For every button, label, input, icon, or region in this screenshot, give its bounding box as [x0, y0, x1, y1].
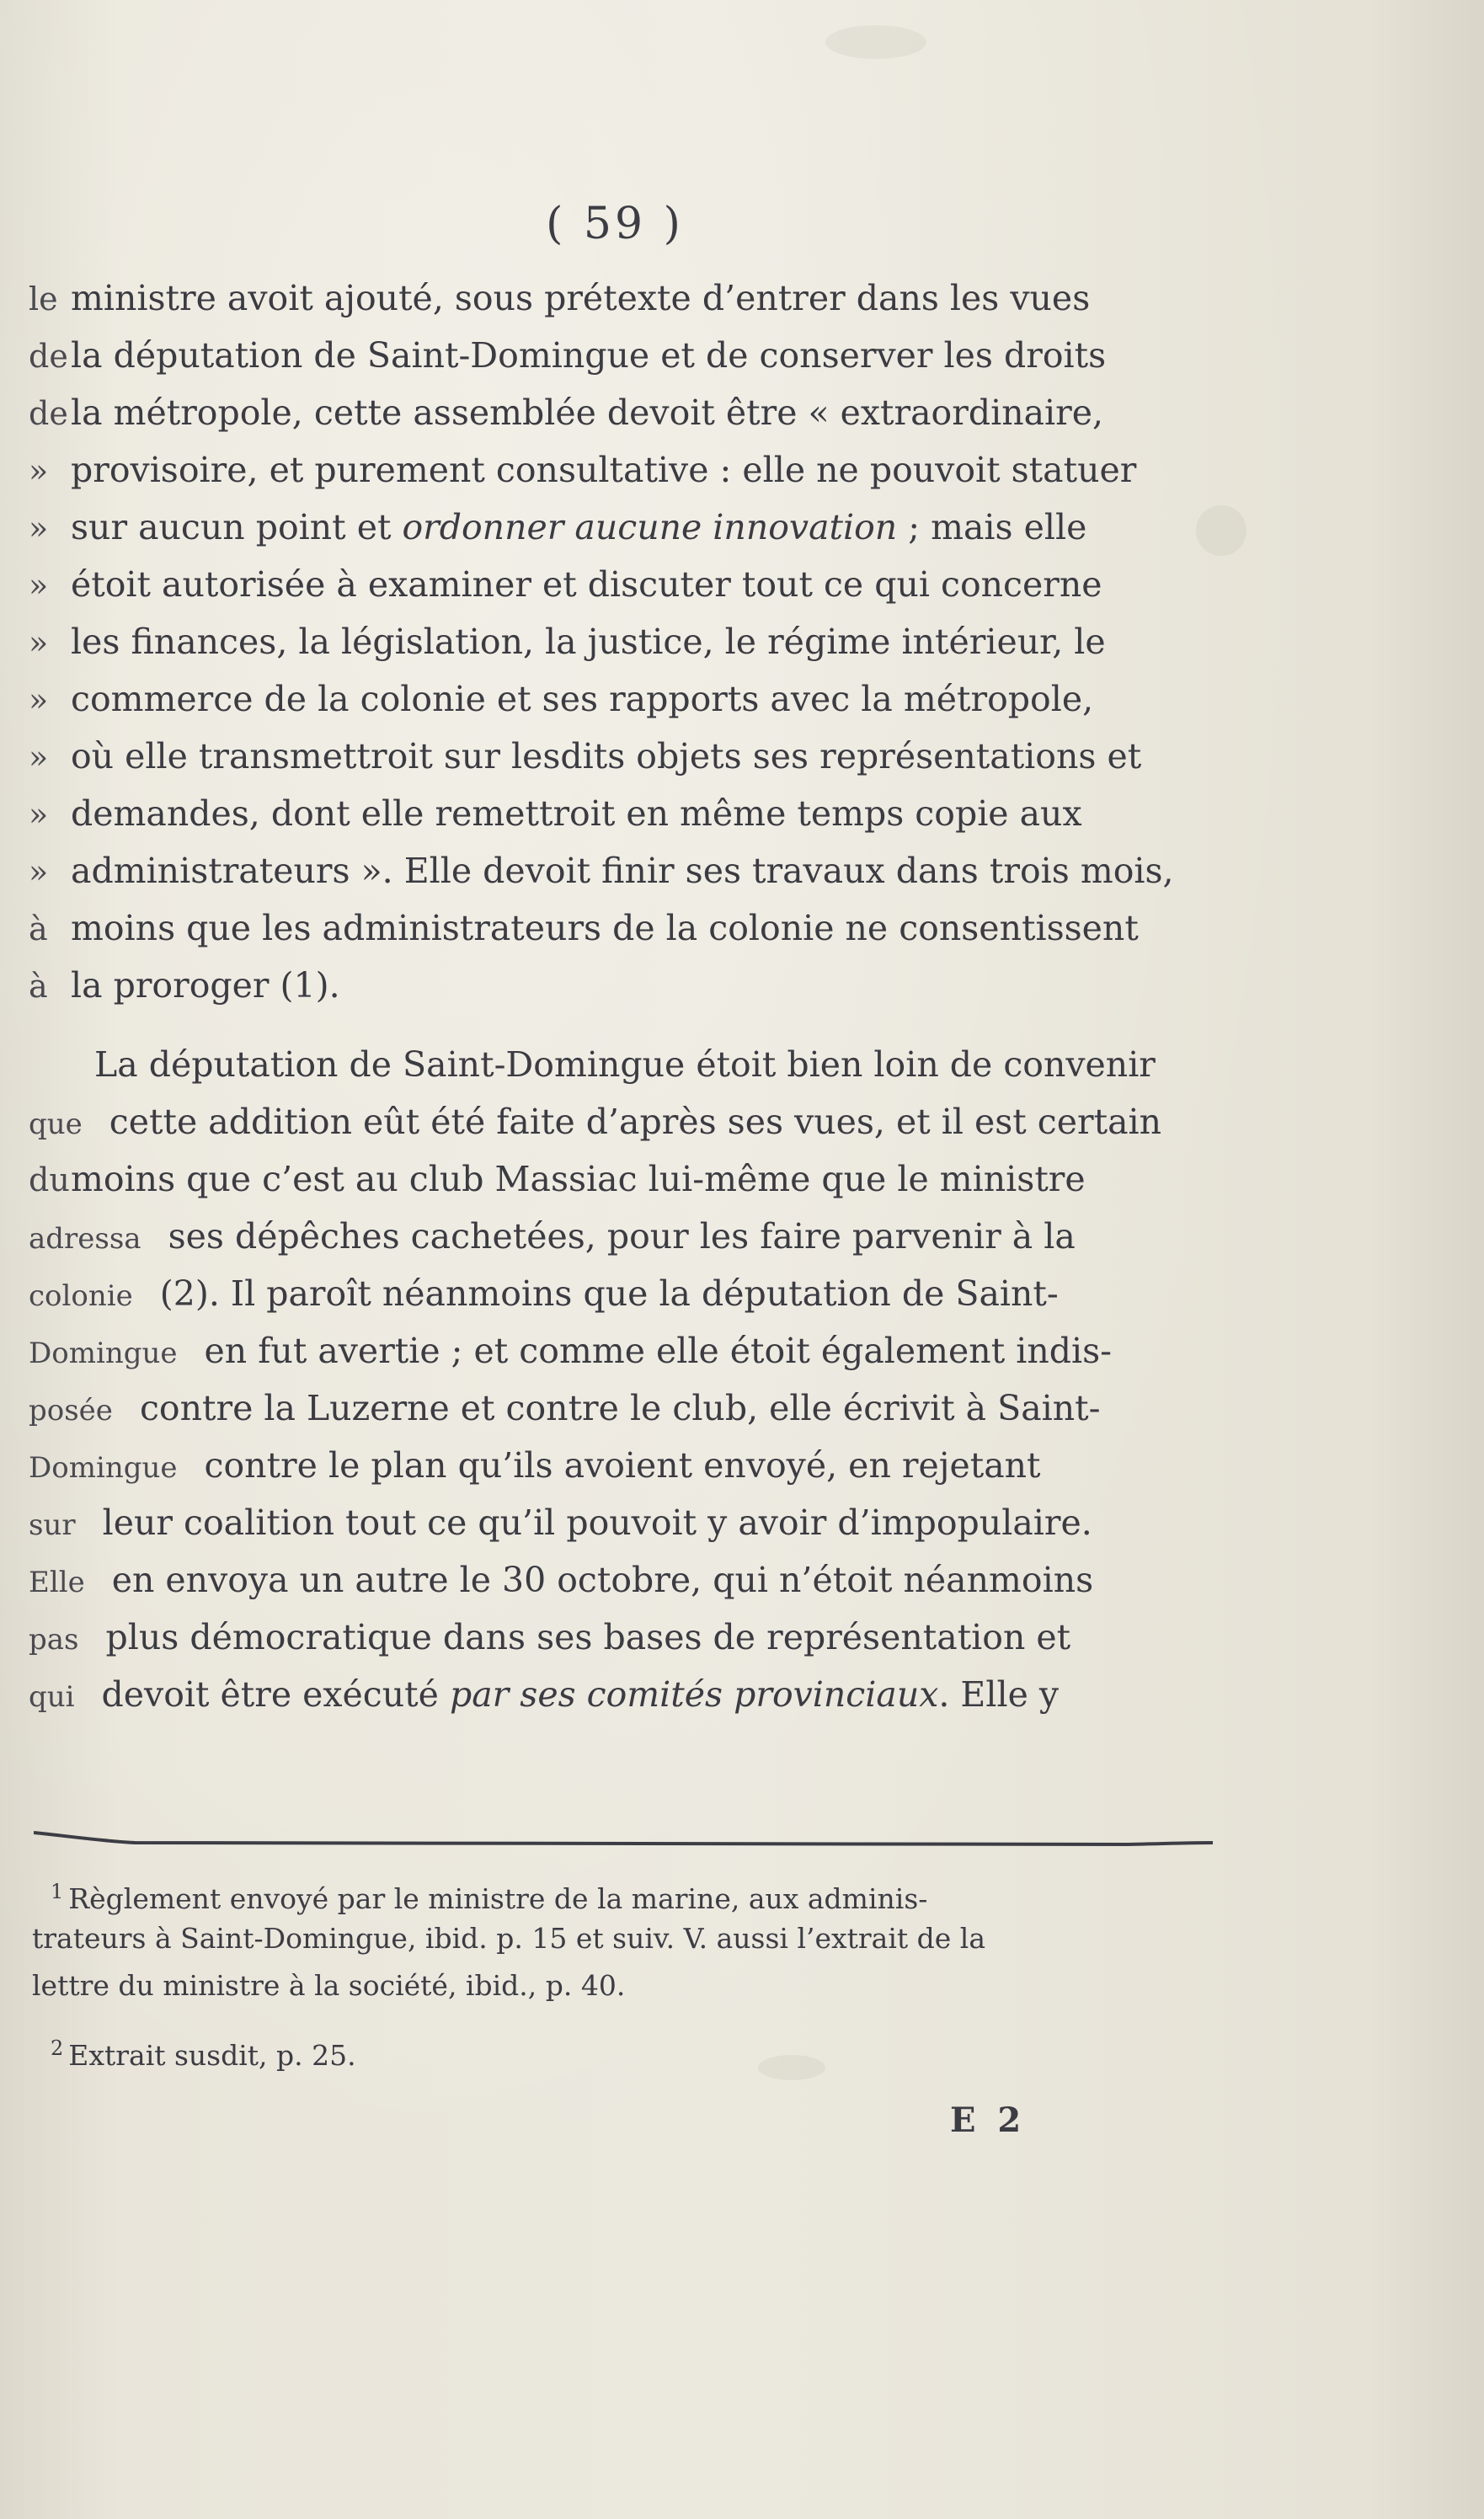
margin-fragment: colonie	[29, 1279, 133, 1313]
italic-phrase: ordonner aucune innovation	[402, 507, 898, 547]
footnote-text: lettre du ministre à la société, ibid., p. 40.	[32, 1969, 626, 2002]
line-text: moins que les administrateurs de la colonie ne consentissent	[71, 908, 1139, 948]
footnote-rule	[34, 1829, 1213, 1849]
line-text: où elle transmettroit sur lesdits objets ses représentations et	[71, 736, 1142, 777]
margin-fragment: à	[29, 910, 48, 947]
text-line	[29, 327, 1225, 384]
text-line	[29, 842, 1225, 899]
text-line	[29, 1322, 1225, 1380]
margin-fragment: Domingue	[29, 1451, 178, 1485]
text-line	[29, 899, 1225, 957]
margin-fragment: pas	[29, 1623, 79, 1657]
line-text: en fut avertie ; et comme elle étoit également indis-	[204, 1331, 1112, 1371]
text-line	[29, 556, 1225, 613]
text-line	[29, 1036, 1225, 1093]
line-text: plus démocratique dans ses bases de représentation et	[105, 1617, 1071, 1657]
line-text: en envoya un autre le 30 octobre, qui n’étoit néanmoins	[111, 1560, 1094, 1600]
text-line	[29, 1093, 1225, 1150]
line-text: La députation de Saint-Domingue étoit bien loin de convenir	[94, 1044, 1156, 1085]
margin-fragment: sur	[29, 1508, 76, 1542]
text-line	[29, 441, 1225, 499]
footnote-text: trateurs à Saint-Domingue, ibid. p. 15 et suiv. V. aussi l’extrait de la	[32, 1922, 986, 1955]
footnote-line	[32, 1868, 1228, 1915]
margin-fragment: »	[29, 452, 49, 489]
line-text: contre la Luzerne et contre le club, elle écrivit à Saint-	[139, 1388, 1101, 1428]
margin-fragment: Elle	[29, 1566, 85, 1599]
line-text: administrateurs ». Elle devoit finir ses travaux dans trois mois,	[71, 851, 1174, 891]
text-line	[29, 957, 1225, 1014]
line-text: moins que c’est au club Massiac lui-même que le ministre	[71, 1159, 1086, 1199]
text-line	[29, 384, 1225, 441]
line-text: sur aucun point et ordonner aucune innovation ; mais elle	[71, 507, 1087, 547]
text-line	[29, 1380, 1225, 1437]
text-line	[29, 1666, 1225, 1723]
text-line	[29, 1265, 1225, 1322]
text-line	[29, 1437, 1225, 1494]
line-text: (2). Il paroît néanmoins que la députation de Saint-	[159, 1273, 1059, 1314]
footnote-text: Règlement envoyé par le ministre de la marine, aux adminis-	[68, 1882, 928, 1915]
text-line	[29, 785, 1225, 842]
margin-fragment: »	[29, 624, 49, 661]
footnote-number: 2	[51, 2036, 64, 2060]
footnote-line	[32, 1915, 1228, 1962]
text-line	[29, 670, 1225, 728]
text-line	[29, 1208, 1225, 1265]
text-line	[29, 1609, 1225, 1666]
margin-fragment: du	[29, 1161, 70, 1198]
margin-fragment: Domingue	[29, 1337, 178, 1370]
footnotes	[32, 1868, 1228, 2072]
paper-stain	[825, 25, 926, 59]
footnote-line	[32, 1962, 1228, 2009]
line-text: demandes, dont elle remettroit en même temps copie aux	[71, 793, 1082, 834]
margin-fragment: le	[29, 280, 58, 318]
text-line	[29, 499, 1225, 556]
text-line	[29, 1494, 1225, 1551]
line-text: contre le plan qu’ils avoient envoyé, en rejetant	[204, 1445, 1041, 1486]
footnote-number: 1	[51, 1880, 64, 1903]
line-text: commerce de la colonie et ses rapports avec la métropole,	[71, 679, 1094, 719]
footnote-text: Extrait susdit, p. 25.	[68, 2039, 356, 2072]
margin-fragment: »	[29, 510, 49, 547]
main-text	[29, 270, 1225, 1723]
footnote-line	[32, 2025, 1228, 2072]
text-line	[29, 270, 1225, 327]
line-text: la métropole, cette assemblée devoit être « extraordinaire,	[71, 392, 1104, 433]
line-text: devoit être exécuté par ses comités provinciaux. Elle y	[101, 1674, 1060, 1715]
margin-fragment: posée	[29, 1394, 113, 1428]
italic-phrase: par ses comités provinciaux	[449, 1674, 939, 1715]
paragraph-gap	[29, 1014, 1225, 1036]
margin-fragment: de	[29, 338, 68, 375]
text-line	[29, 1551, 1225, 1609]
line-text: provisoire, et purement consultative : elle ne pouvoit statuer	[71, 450, 1137, 490]
signature-mark: E 2	[950, 2100, 1027, 2140]
margin-fragment: »	[29, 796, 49, 833]
page-number: ( 59 )	[546, 199, 684, 249]
margin-fragment: »	[29, 567, 49, 604]
text-line	[29, 613, 1225, 670]
line-text: étoit autorisée à examiner et discuter tout ce qui concerne	[71, 564, 1102, 605]
text-line	[29, 728, 1225, 785]
line-text: les finances, la législation, la justice, le régime intérieur, le	[71, 622, 1106, 662]
line-text: la proroger (1).	[71, 965, 340, 1006]
text-line	[29, 1150, 1225, 1208]
margin-fragment: »	[29, 739, 49, 776]
margin-fragment: »	[29, 681, 49, 718]
margin-fragment: que	[29, 1107, 83, 1141]
margin-fragment: à	[29, 968, 48, 1005]
line-text: leur coalition tout ce qu’il pouvoit y avoir d’impopulaire.	[102, 1502, 1092, 1543]
margin-fragment: adressa	[29, 1222, 141, 1256]
line-text: ministre avoit ajouté, sous prétexte d’entrer dans les vues	[71, 278, 1091, 318]
margin-fragment: qui	[29, 1680, 75, 1714]
margin-fragment: de	[29, 395, 68, 432]
line-text: la députation de Saint-Domingue et de conserver les droits	[71, 335, 1107, 376]
margin-fragment: »	[29, 853, 49, 890]
line-text: cette addition eût été faite d’après ses vues, et il est certain	[109, 1102, 1162, 1142]
line-text: ses dépêches cachetées, pour les faire parvenir à la	[168, 1216, 1076, 1257]
